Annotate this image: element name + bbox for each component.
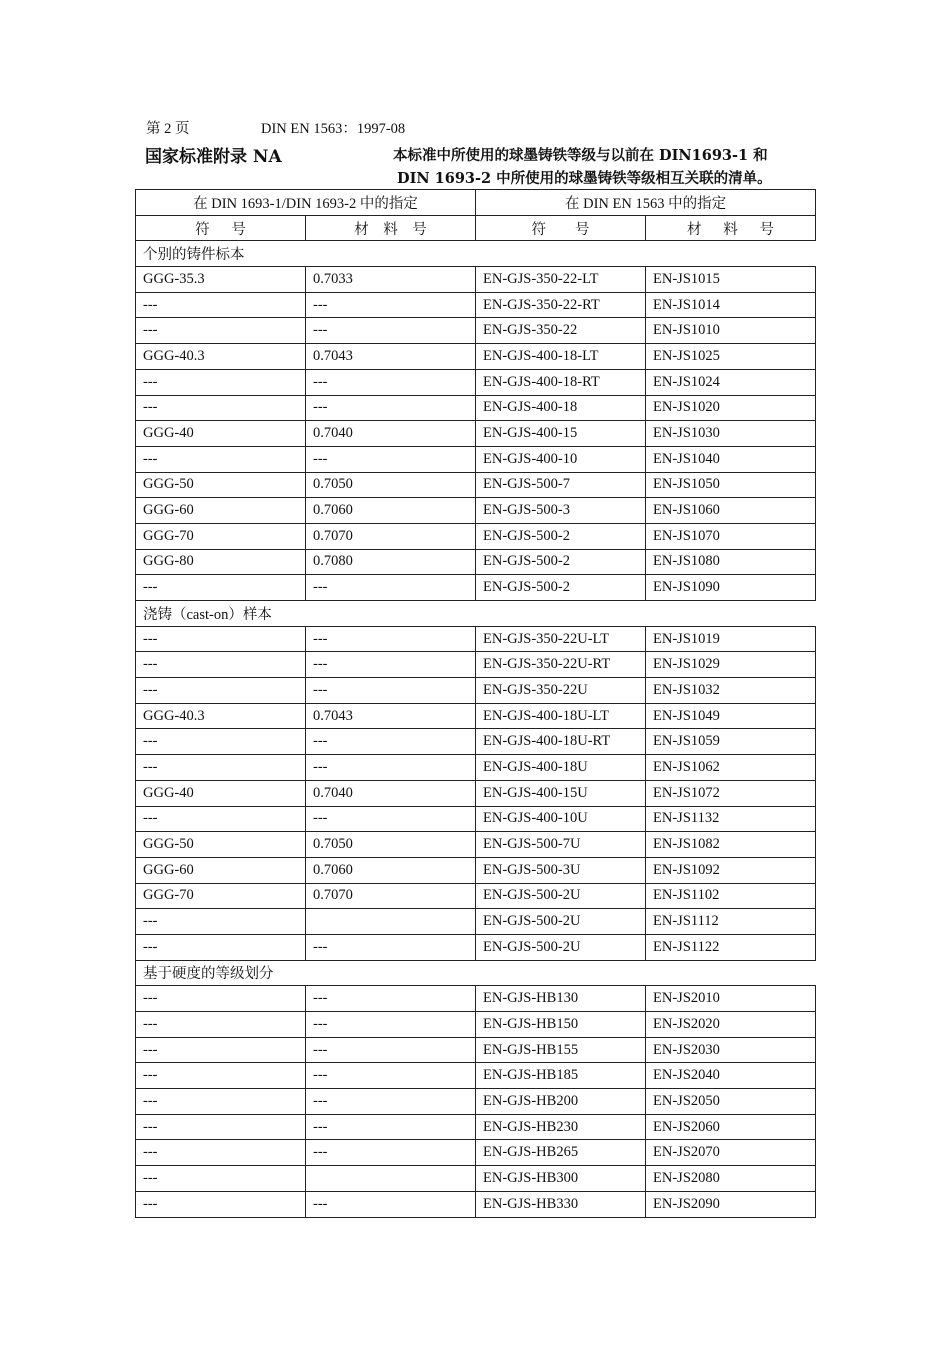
new-material-cell: EN-JS1102 (646, 883, 816, 909)
new-symbol-cell: EN-GJS-400-18U (476, 755, 646, 781)
new-material-cell: EN-JS1082 (646, 832, 816, 858)
old-material-cell: --- (306, 986, 476, 1012)
description-line-2: DIN 1693-2 中所使用的球墨铸铁等级相互关联的清单。 (397, 170, 772, 187)
new-material-cell: EN-JS1090 (646, 575, 816, 601)
old-symbol-cell: GGG-80 (136, 549, 306, 575)
table-row (136, 1191, 816, 1217)
old-symbol-cell: --- (136, 1140, 306, 1166)
new-material-cell: EN-JS2080 (646, 1166, 816, 1192)
new-material-cell: EN-JS1020 (646, 395, 816, 421)
table-row (136, 369, 816, 395)
old-material-cell: --- (306, 1191, 476, 1217)
table-row (136, 883, 816, 909)
table-row (136, 857, 816, 883)
table-row (136, 446, 816, 472)
new-symbol-cell: EN-GJS-500-7 (476, 472, 646, 498)
new-symbol-cell: EN-GJS-400-18 (476, 395, 646, 421)
table-row (136, 1063, 816, 1089)
grade-correlation-table (135, 189, 816, 1218)
table-row (136, 1166, 816, 1192)
table-row (136, 755, 816, 781)
table-row (136, 395, 816, 421)
old-symbol-cell: --- (136, 395, 306, 421)
old-material-cell: 0.7040 (306, 421, 476, 447)
new-material-cell: EN-JS2020 (646, 1012, 816, 1038)
section-title: 个别的铸件标本 (136, 241, 816, 267)
table-row (136, 1089, 816, 1115)
old-symbol-cell: --- (136, 1191, 306, 1217)
section-title: 浇铸（cast-on）样本 (136, 601, 816, 627)
table-body (136, 190, 816, 1218)
new-symbol-cell: EN-GJS-500-2 (476, 523, 646, 549)
old-symbol-cell: --- (136, 909, 306, 935)
old-material-cell: 0.7070 (306, 523, 476, 549)
new-symbol-cell: EN-GJS-400-18U-LT (476, 703, 646, 729)
table-row (136, 780, 816, 806)
new-material-cell: EN-JS1112 (646, 909, 816, 935)
old-material-cell: --- (306, 1140, 476, 1166)
table-row (136, 1140, 816, 1166)
old-symbol-cell: GGG-40 (136, 780, 306, 806)
old-material-cell: --- (306, 575, 476, 601)
new-symbol-cell: EN-GJS-500-2U (476, 934, 646, 960)
col-header-new-symbol: 符 号 (476, 215, 646, 241)
new-symbol-cell: EN-GJS-400-18U-RT (476, 729, 646, 755)
new-material-cell: EN-JS2090 (646, 1191, 816, 1217)
new-symbol-cell: EN-GJS-HB200 (476, 1089, 646, 1115)
new-material-cell: EN-JS1040 (646, 446, 816, 472)
page-number: 第 2 页 (146, 121, 190, 137)
old-material-cell: --- (306, 806, 476, 832)
new-symbol-cell: EN-GJS-400-15 (476, 421, 646, 447)
new-symbol-cell: EN-GJS-350-22-RT (476, 292, 646, 318)
new-symbol-cell: EN-GJS-350-22-LT (476, 267, 646, 293)
group-header-new: 在 DIN EN 1563 中的指定 (476, 190, 816, 216)
description-line-1: 本标准中所使用的球墨铸铁等级与以前在 DIN1693-1 和 (393, 147, 768, 164)
new-material-cell: EN-JS1132 (646, 806, 816, 832)
new-material-cell: EN-JS1025 (646, 344, 816, 370)
table-row (136, 832, 816, 858)
old-material-cell: 0.7050 (306, 472, 476, 498)
old-material-cell: 0.7050 (306, 832, 476, 858)
old-material-cell: --- (306, 652, 476, 678)
table-row (136, 472, 816, 498)
old-symbol-cell: GGG-35.3 (136, 267, 306, 293)
new-symbol-cell: EN-GJS-HB155 (476, 1037, 646, 1063)
new-material-cell: EN-JS1030 (646, 421, 816, 447)
table-row (136, 934, 816, 960)
new-symbol-cell: EN-GJS-400-18-LT (476, 344, 646, 370)
old-symbol-cell: GGG-50 (136, 832, 306, 858)
table-row (136, 523, 816, 549)
old-material-cell: 0.7040 (306, 780, 476, 806)
new-symbol-cell: EN-GJS-350-22 (476, 318, 646, 344)
old-material-cell: 0.7043 (306, 344, 476, 370)
new-symbol-cell: EN-GJS-HB265 (476, 1140, 646, 1166)
old-symbol-cell: --- (136, 1012, 306, 1038)
new-symbol-cell: EN-GJS-500-3 (476, 498, 646, 524)
new-symbol-cell: EN-GJS-400-18-RT (476, 369, 646, 395)
new-material-cell: EN-JS1070 (646, 523, 816, 549)
table-row (136, 678, 816, 704)
table-row (136, 909, 816, 935)
new-symbol-cell: EN-GJS-HB130 (476, 986, 646, 1012)
old-symbol-cell: GGG-60 (136, 498, 306, 524)
new-material-cell: EN-JS2070 (646, 1140, 816, 1166)
old-symbol-cell: --- (136, 1063, 306, 1089)
table-row (136, 318, 816, 344)
table-row (136, 986, 816, 1012)
new-material-cell: EN-JS1032 (646, 678, 816, 704)
old-symbol-cell: GGG-70 (136, 883, 306, 909)
old-symbol-cell: --- (136, 652, 306, 678)
old-symbol-cell: --- (136, 986, 306, 1012)
table-row (136, 1114, 816, 1140)
new-material-cell: EN-JS1010 (646, 318, 816, 344)
new-material-cell: EN-JS1122 (646, 934, 816, 960)
annex-title: 国家标准附录 NA (145, 147, 282, 167)
old-material-cell: --- (306, 755, 476, 781)
new-material-cell: EN-JS1029 (646, 652, 816, 678)
new-symbol-cell: EN-GJS-400-15U (476, 780, 646, 806)
new-symbol-cell: EN-GJS-500-7U (476, 832, 646, 858)
old-material-cell: 0.7060 (306, 857, 476, 883)
new-symbol-cell: EN-GJS-500-2U (476, 909, 646, 935)
old-material-cell: --- (306, 678, 476, 704)
table-row (136, 806, 816, 832)
new-symbol-cell: EN-GJS-350-22U-RT (476, 652, 646, 678)
old-symbol-cell: GGG-60 (136, 857, 306, 883)
old-material-cell: --- (306, 1063, 476, 1089)
new-material-cell: EN-JS2040 (646, 1063, 816, 1089)
new-material-cell: EN-JS1050 (646, 472, 816, 498)
new-material-cell: EN-JS1024 (646, 369, 816, 395)
old-material-cell: --- (306, 1037, 476, 1063)
new-symbol-cell: EN-GJS-HB330 (476, 1191, 646, 1217)
group-header-old: 在 DIN 1693-1/DIN 1693-2 中的指定 (136, 190, 476, 216)
table-row (136, 549, 816, 575)
section-header-row (136, 241, 816, 267)
new-material-cell: EN-JS1080 (646, 549, 816, 575)
old-material-cell (306, 909, 476, 935)
old-symbol-cell: GGG-40.3 (136, 344, 306, 370)
table-row (136, 498, 816, 524)
new-symbol-cell: EN-GJS-HB185 (476, 1063, 646, 1089)
col-header-old-material: 材 料 号 (306, 215, 476, 241)
new-symbol-cell: EN-GJS-HB300 (476, 1166, 646, 1192)
new-material-cell: EN-JS1092 (646, 857, 816, 883)
old-symbol-cell: GGG-40 (136, 421, 306, 447)
old-material-cell: --- (306, 318, 476, 344)
old-material-cell: --- (306, 395, 476, 421)
old-symbol-cell: --- (136, 678, 306, 704)
new-material-cell: EN-JS2050 (646, 1089, 816, 1115)
table-row (136, 575, 816, 601)
new-material-cell: EN-JS1062 (646, 755, 816, 781)
new-symbol-cell: EN-GJS-350-22U (476, 678, 646, 704)
new-material-cell: EN-JS1059 (646, 729, 816, 755)
table-row (136, 703, 816, 729)
old-symbol-cell: --- (136, 1037, 306, 1063)
old-symbol-cell: --- (136, 369, 306, 395)
section-header-row (136, 601, 816, 627)
new-material-cell: EN-JS1014 (646, 292, 816, 318)
table-row (136, 1012, 816, 1038)
page-header (146, 117, 406, 138)
new-material-cell: EN-JS1049 (646, 703, 816, 729)
old-symbol-cell: --- (136, 1166, 306, 1192)
old-symbol-cell: --- (136, 1114, 306, 1140)
new-symbol-cell: EN-GJS-500-2U (476, 883, 646, 909)
old-symbol-cell: GGG-70 (136, 523, 306, 549)
new-material-cell: EN-JS2010 (646, 986, 816, 1012)
old-symbol-cell: GGG-40.3 (136, 703, 306, 729)
table-row (136, 1037, 816, 1063)
annex-description (393, 144, 813, 190)
old-material-cell: --- (306, 1012, 476, 1038)
old-symbol-cell: GGG-50 (136, 472, 306, 498)
old-symbol-cell: --- (136, 446, 306, 472)
old-symbol-cell: --- (136, 575, 306, 601)
group-header-row (136, 190, 816, 216)
column-header-row (136, 215, 816, 241)
old-symbol-cell: --- (136, 1089, 306, 1115)
col-header-old-symbol: 符 号 (136, 215, 306, 241)
old-material-cell: 0.7080 (306, 549, 476, 575)
new-symbol-cell: EN-GJS-HB150 (476, 1012, 646, 1038)
new-symbol-cell: EN-GJS-400-10U (476, 806, 646, 832)
table-row (136, 267, 816, 293)
new-material-cell: EN-JS1015 (646, 267, 816, 293)
new-symbol-cell: EN-GJS-500-3U (476, 857, 646, 883)
old-material-cell: 0.7033 (306, 267, 476, 293)
col-header-new-material: 材 料 号 (646, 215, 816, 241)
old-material-cell: 0.7060 (306, 498, 476, 524)
old-symbol-cell: --- (136, 755, 306, 781)
table-row (136, 421, 816, 447)
new-material-cell: EN-JS2060 (646, 1114, 816, 1140)
old-material-cell: --- (306, 1089, 476, 1115)
old-symbol-cell: --- (136, 729, 306, 755)
old-material-cell: --- (306, 292, 476, 318)
section-header-row (136, 960, 816, 986)
table-row (136, 344, 816, 370)
old-material-cell: --- (306, 934, 476, 960)
old-symbol-cell: --- (136, 318, 306, 344)
old-symbol-cell: --- (136, 806, 306, 832)
new-symbol-cell: EN-GJS-400-10 (476, 446, 646, 472)
new-symbol-cell: EN-GJS-500-2 (476, 575, 646, 601)
old-material-cell (306, 1166, 476, 1192)
standard-id: DIN EN 1563：1997-08 (261, 121, 406, 137)
old-material-cell: --- (306, 729, 476, 755)
old-symbol-cell: --- (136, 934, 306, 960)
table-row (136, 652, 816, 678)
new-material-cell: EN-JS2030 (646, 1037, 816, 1063)
old-material-cell: --- (306, 369, 476, 395)
old-material-cell: --- (306, 626, 476, 652)
new-symbol-cell: EN-GJS-350-22U-LT (476, 626, 646, 652)
new-material-cell: EN-JS1019 (646, 626, 816, 652)
new-symbol-cell: EN-GJS-500-2 (476, 549, 646, 575)
old-material-cell: 0.7070 (306, 883, 476, 909)
new-material-cell: EN-JS1060 (646, 498, 816, 524)
old-symbol-cell: --- (136, 626, 306, 652)
table-row (136, 292, 816, 318)
old-symbol-cell: --- (136, 292, 306, 318)
old-material-cell: 0.7043 (306, 703, 476, 729)
section-title: 基于硬度的等级划分 (136, 960, 816, 986)
new-symbol-cell: EN-GJS-HB230 (476, 1114, 646, 1140)
old-material-cell: --- (306, 446, 476, 472)
old-material-cell: --- (306, 1114, 476, 1140)
table-row (136, 729, 816, 755)
new-material-cell: EN-JS1072 (646, 780, 816, 806)
table-row (136, 626, 816, 652)
